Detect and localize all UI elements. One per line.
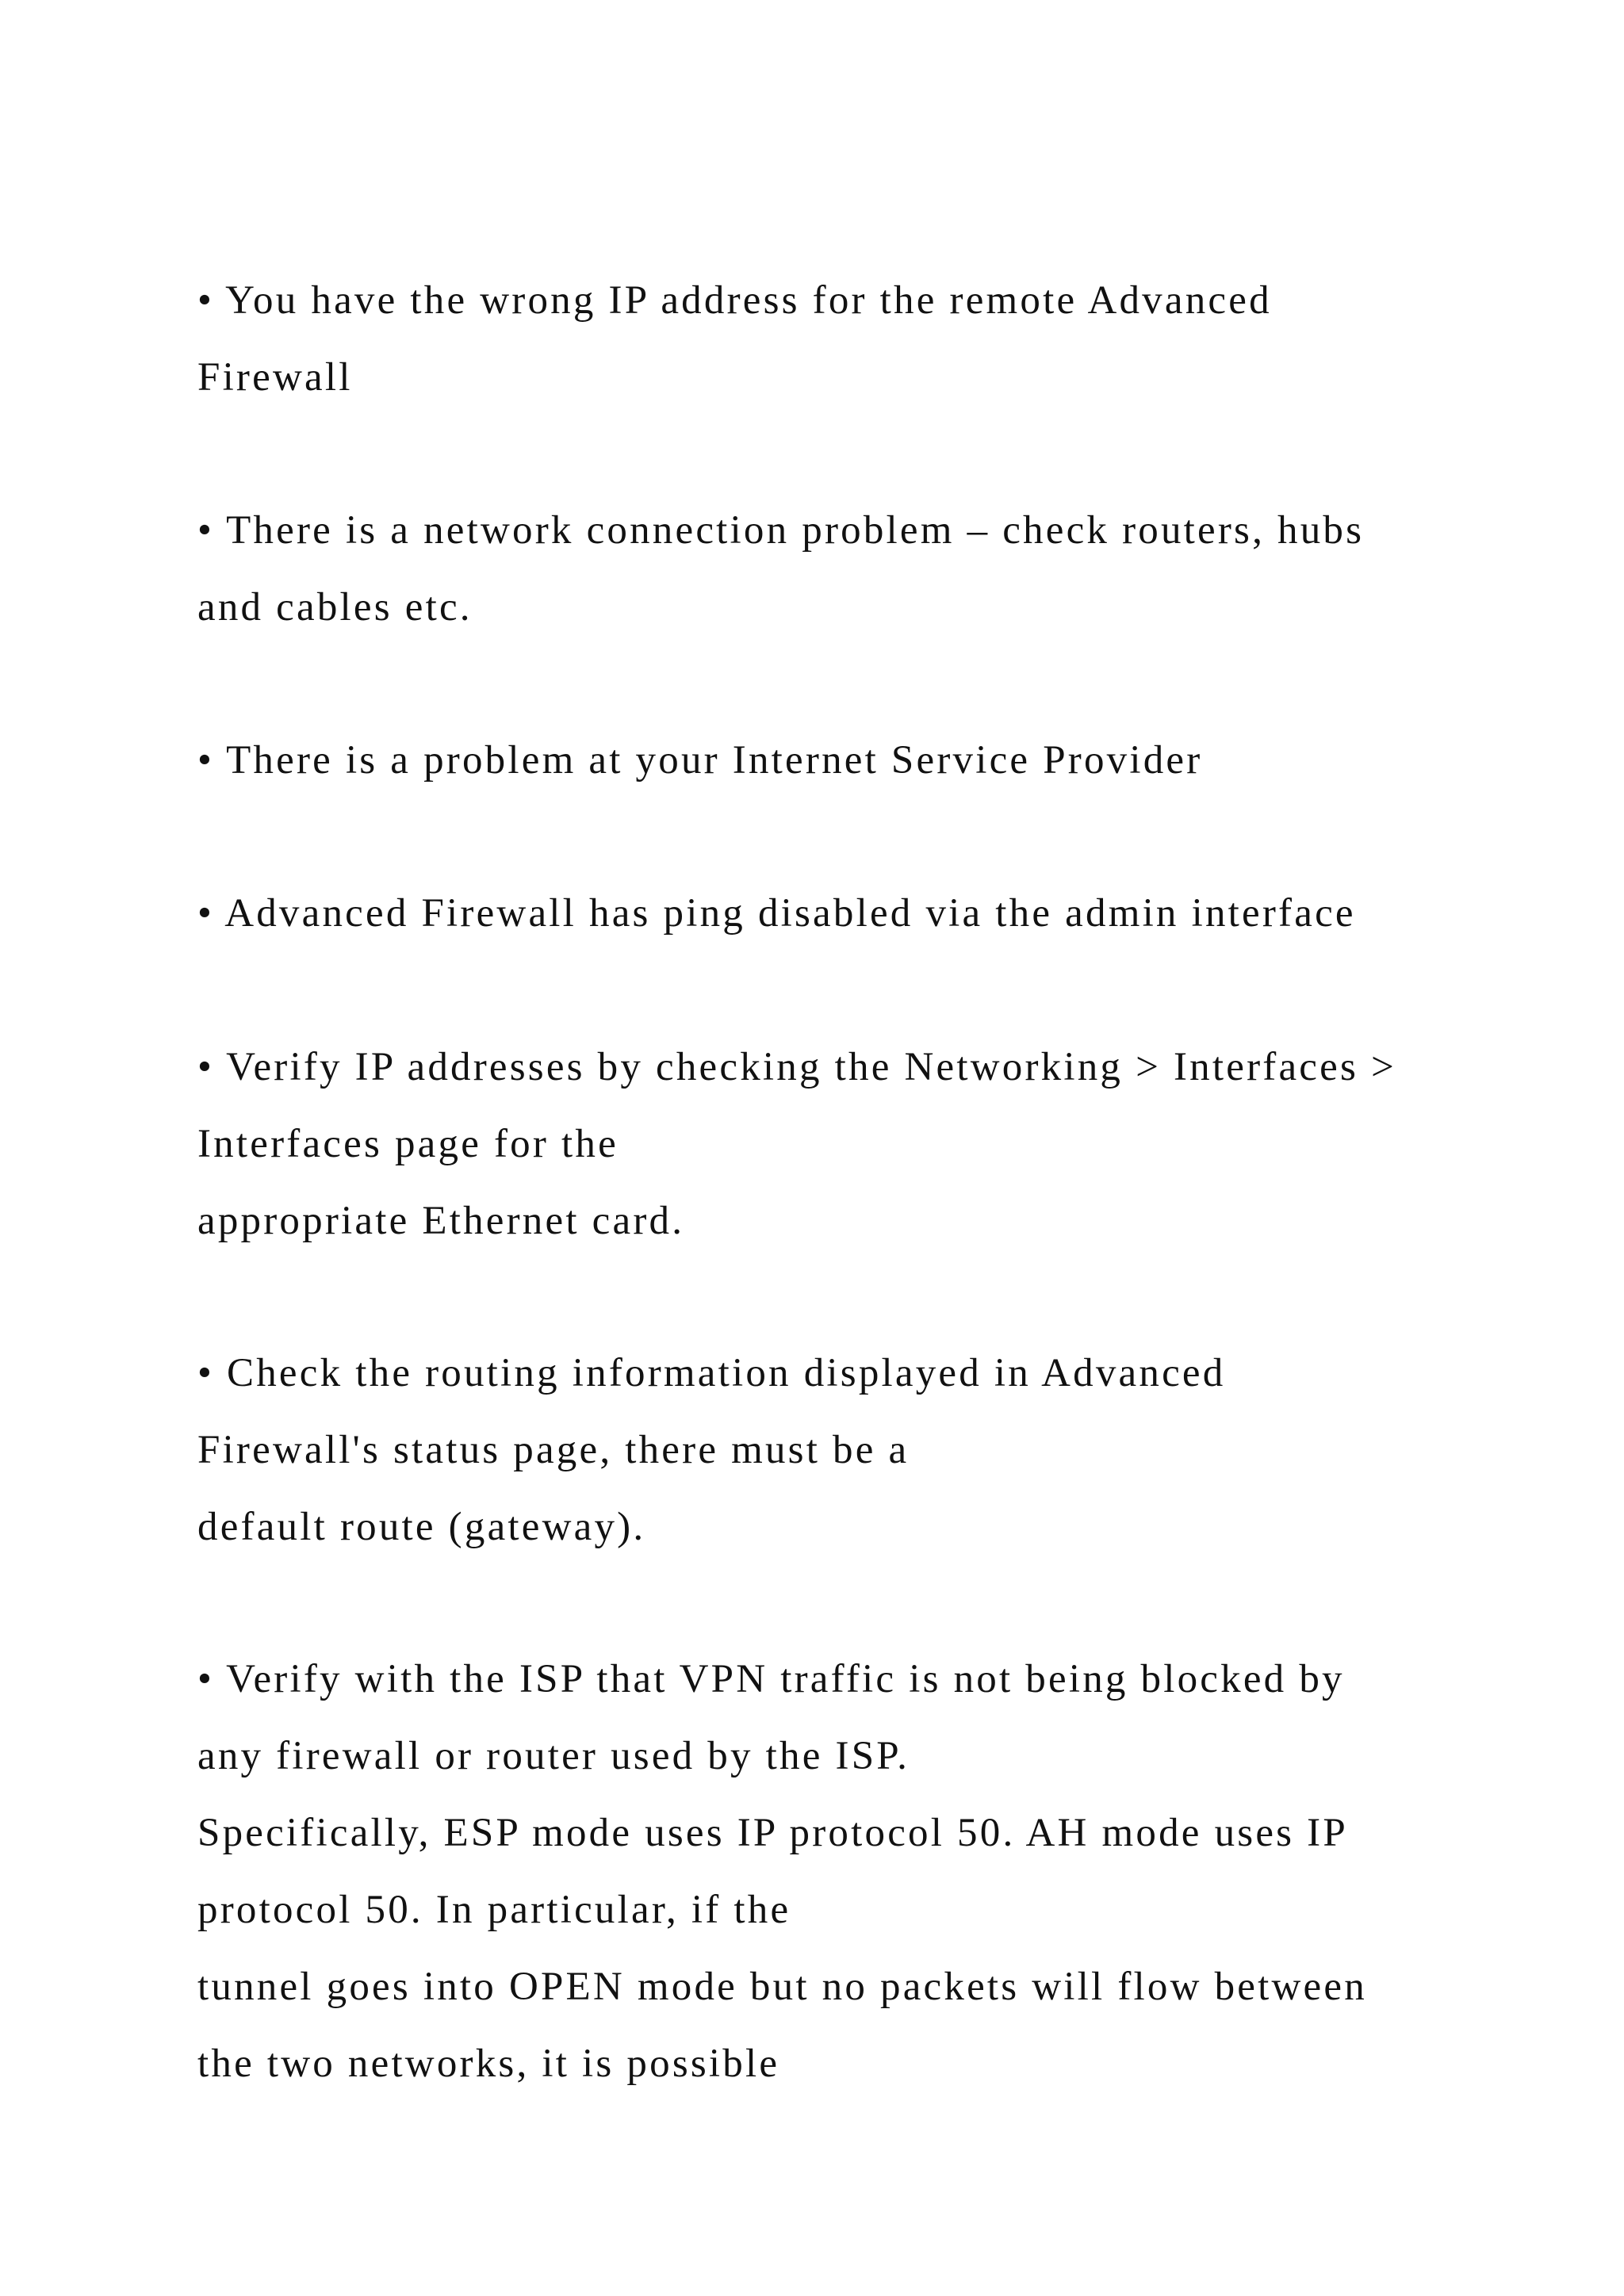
paragraph-isp-problem	[197, 722, 1545, 799]
text-line: protocol 50. In particular, if the	[197, 1888, 791, 1932]
text-line: • You have the wrong IP address for the remote Advanced	[197, 278, 1272, 323]
text-line: default route (gateway).	[197, 1505, 646, 1549]
text-line: Firewall	[197, 355, 353, 400]
text-line: • Check the routing information displayed in Advanced	[197, 1351, 1226, 1395]
text-line: • There is a problem at your Internet Service Provider	[197, 738, 1203, 783]
text-line: • Verify IP addresses by checking the Networking > Interfaces >	[197, 1045, 1396, 1089]
text-line: • Verify with the ISP that VPN traffic is not being blocked by	[197, 1657, 1345, 1701]
paragraph-ping-disabled	[197, 875, 1545, 952]
text-line: tunnel goes into OPEN mode but no packets will flow between	[197, 1965, 1367, 2009]
paragraph-check-routing	[197, 1335, 1545, 1566]
paragraph-wrong-ip-address	[197, 262, 1545, 416]
text-line: any firewall or router used by the ISP.	[197, 1734, 910, 1778]
text-line: • There is a network connection problem – check routers, hubs	[197, 508, 1365, 553]
paragraph-network-connection-problem	[197, 492, 1545, 646]
text-line: and cables etc.	[197, 585, 473, 629]
text-line: Firewall's status page, there must be a	[197, 1428, 910, 1472]
text-line: appropriate Ethernet card.	[197, 1199, 685, 1243]
paragraph-verify-ip-addresses	[197, 1029, 1545, 1260]
text-line: • Advanced Firewall has ping disabled via the admin interface	[197, 891, 1356, 936]
paragraph-verify-with-isp	[197, 1641, 1545, 2103]
text-line: Interfaces page for the	[197, 1122, 619, 1166]
text-line: the two networks, it is possible	[197, 2042, 780, 2086]
text-line: Specifically, ESP mode uses IP protocol 50. AH mode uses IP	[197, 1811, 1348, 1855]
